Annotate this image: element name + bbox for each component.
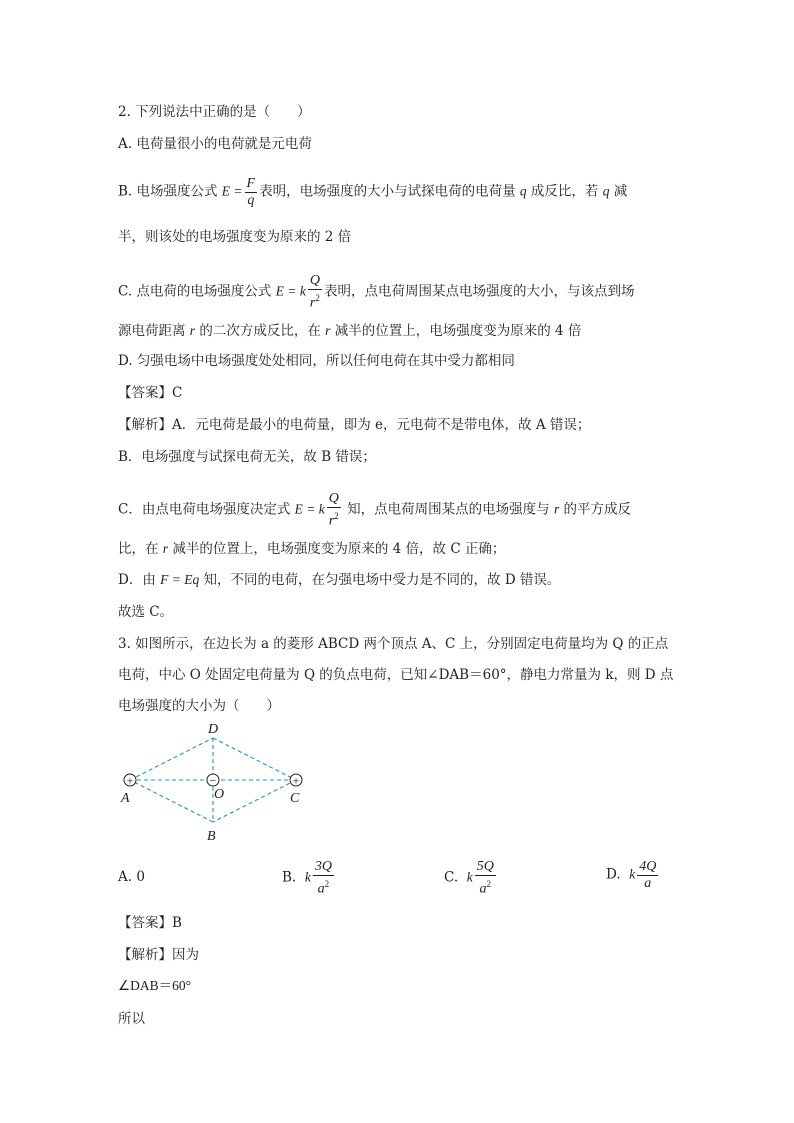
q2-explain-3 [118,490,631,530]
q2-answer: 【答案】C [118,385,183,401]
q3-option-d [606,858,660,892]
option-label: D. [606,866,621,883]
symbol-r: r [553,501,560,517]
fraction-denominator [316,876,332,898]
q3-stem-1: 3. 如图所示，在边长为 a 的菱形 ABCD 两个顶点 A、C 上，分别固定电荷量均为 Q 的正点 [118,636,669,652]
symbol-k: k [304,869,311,885]
q2-option-c [118,272,634,312]
edge-dc [213,738,296,780]
text-run: 成反比，若 [526,183,603,200]
q2-option-d: D. 匀强电场中电场强度处处相同，所以任何电荷在其中受力都相同 [118,353,515,369]
symbol-r: r [325,323,331,338]
option-label: B. [282,869,297,886]
text-run: C．由点电荷电场强度决定式 [118,501,295,518]
label-d: D [208,722,219,737]
fraction-q-over-r2 [308,272,322,312]
formula-lhs: E = [221,183,243,199]
text-run: C. 点电荷的电场强度公式 [118,283,276,300]
charge-c [290,774,302,788]
fraction-numerator: Q [309,273,320,288]
fraction-4q-over-a [637,858,658,892]
fraction-numerator: 4Q [639,859,657,874]
label-a: A [121,791,130,806]
text-run: 减半的位置上，电场强度变为原来的 4 倍 [330,323,582,339]
fraction-f-over-q [245,175,258,209]
exponent: 2 [486,879,492,889]
q2-explain-1: 【解析】A．元电荷是最小的电荷量，即为 e，元电荷不是带电体，故 A 错误； [118,417,591,433]
symbol-a: a [479,881,487,897]
q3-option-b [282,858,336,898]
exponent: 2 [324,879,330,889]
q2-explain-4 [118,540,505,558]
q2-conclusion: 故选 C。 [118,604,174,620]
q3-option-c [444,858,498,898]
fraction-5q-over-a2 [475,858,496,898]
fraction-q-over-r2 [327,490,341,530]
symbol-r: r [189,323,196,338]
edge-ba [130,780,213,822]
plus-sign: + [126,773,134,788]
charge-a [124,774,136,788]
label-c: C [290,791,300,806]
q3-explain-3: 所以 [118,1011,145,1027]
text-run: 的平方成反 [559,501,632,518]
symbol-r: r [309,295,316,311]
q2-option-c-cont [118,322,581,340]
q3-stem-3: 电场强度的大小为（ ） [118,698,280,714]
symbol-k: k [466,869,473,885]
fraction-denominator [478,876,494,898]
q2-stem: 2. 下列说法中正确的是（ ） [118,104,311,120]
edge-cb [213,780,296,822]
q2-option-b-cont: 半，则该处的电场强度变为原来的 2 倍 [118,229,352,245]
fraction-denominator [308,290,322,312]
text-run: 源电荷距离 [118,323,190,339]
symbol-k: k [629,866,636,882]
text-run: 知，不同的电荷，在匀强电场中受力是不同的，故 D 错误。 [199,572,561,588]
label-b: B [207,829,216,844]
label-o: O [214,787,225,802]
text-run: 表明，电场强度的大小与试探电荷的电荷量 [259,183,520,200]
symbol-r: r [328,513,335,529]
text-run: 比，在 [118,541,163,557]
text-run: D．由 [118,572,161,588]
q3-explain-1: 【解析】因为 [118,947,199,963]
edge-ad [130,738,213,780]
exponent: 2 [334,511,339,521]
q3-option-a: A. 0 [118,869,145,885]
q2-option-b [118,175,627,209]
symbol-a: a [317,881,325,897]
q2-explain-2: B．电场强度与试探电荷无关，故 B 错误； [118,449,376,465]
fraction-numerator: F [246,176,256,191]
charge-o [207,774,219,788]
text-run: 的二次方成反比，在 [195,323,326,339]
q2-option-a: A. 电荷量很小的电荷就是元电荷 [118,136,312,152]
rhombus-figure [110,718,320,848]
text-run: 减半的位置上，电场强度变为原来的 4 倍，故 C 正确； [168,541,506,557]
text-run: 减 [609,183,628,200]
q3-answer: 【答案】B [118,915,182,931]
option-label: C. [444,869,459,886]
text-run: 表明，点电荷周围某点电场强度的大小，与该点到场 [323,283,635,300]
minus-sign: − [209,773,217,788]
q2-explain-5 [118,571,560,589]
q3-explain-2: ∠DAB＝60° [118,978,192,993]
q2-option-b-prefix: B. 电场强度公式 [118,183,222,200]
fraction-denominator: q [247,193,255,208]
formula-lhs: E = k [275,283,306,299]
q3-stem-2: 电荷，中心 O 处固定电荷量为 Q 的负点电荷，已知∠DAB＝60°，静电力常量为 k，则 D 点 [118,667,674,683]
fraction-3q-over-a2 [313,858,334,898]
exponent: 2 [315,293,320,303]
symbol-r: r [162,541,169,556]
fraction-numerator: 5Q [476,859,494,874]
formula-f-eq: F = Eq [160,572,200,587]
text-run: 知，点电荷周围某点的电场强度与 [342,501,554,518]
symbol-q: q [602,183,610,199]
fraction-numerator: Q [328,491,339,506]
symbol-q: q [519,183,527,199]
fraction-denominator [327,508,341,530]
formula-lhs: E = k [294,501,325,517]
fraction-numerator: 3Q [314,859,332,874]
fraction-denominator: a [644,876,652,891]
plus-sign: + [292,773,300,788]
